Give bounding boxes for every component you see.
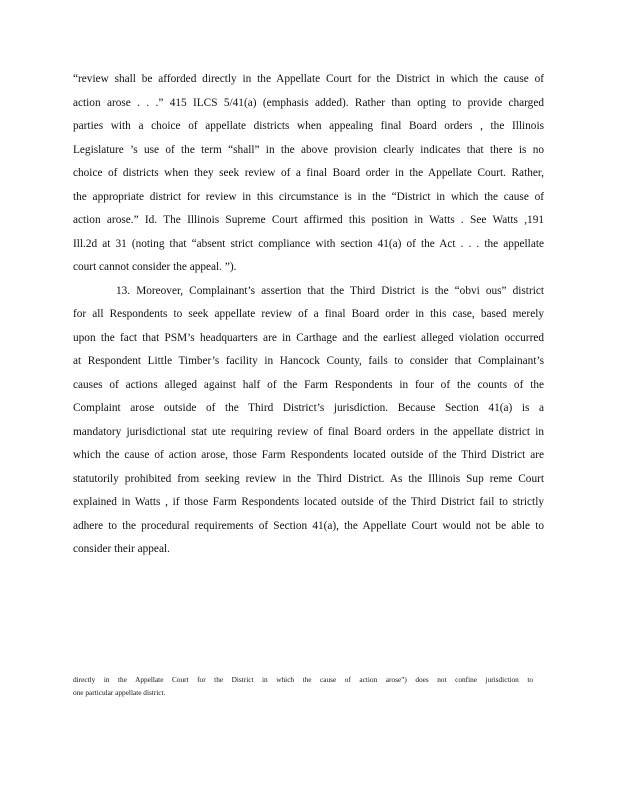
text-line: mandatory jurisdictional stat ute requiring review of final Board orders in the appellate district in [73,425,544,438]
text-line: explained in Watts , if those Farm Respondents located outside of the Third District fail to strictly [73,496,544,508]
body-text [73,68,544,562]
text-line: adhere to the procedural requirements of Section 41(a), the Appellate Court would not be able to [73,519,544,532]
footnote-line: one particular appellate district. [73,688,166,697]
paragraph-13-first-line: 13. Moreover, Complainant’s assertion that the Third District is the “obvi ous” district [116,284,544,297]
text-line: choice of districts when they seek review of a final Board order in the Appellate Court. Rather, [73,167,544,179]
text-line: causes of actions alleged against half of the Farm Respondents in four of the counts of the [73,378,544,391]
text-line: parties with a choice of appellate districts when appealing final Board orders , the Illinois [73,120,544,132]
text-line: the appropriate district for review in this circumstance is in the “District in which the cause of [73,190,544,203]
text-line: at Respondent Little Timber’s facility in Hancock County, fails to consider that Complainant’s [73,355,544,367]
footnote [73,673,533,699]
text-line: which the cause of action arose, those Farm Respondents located outside of the Third District are [73,449,544,461]
text-line: upon the fact that PSM’s headquarters are in Carthage and the earliest alleged violation occurred [73,331,544,344]
text-line: statutorily prohibited from seeking review in the Third District. As the Illinois Sup reme Court [73,472,544,485]
text-line: Ill.2d at 31 (noting that “absent strict compliance with section 41(a) of the Act . . . the appellate [73,237,544,250]
text-line: action arose.” Id. The Illinois Supreme Court affirmed this position in Watts . See Watts ,191 [73,214,544,226]
text-line: court cannot consider the appeal. ”). [73,261,237,273]
text-line: Complaint arose outside of the Third District’s jurisdiction. Because Section 41(a) is a [73,402,544,414]
footnote-line: directly in the Appellate Court for the District in which the cause of action arose”) does not confine jurisdiction to [73,675,533,684]
text-line: consider their appeal. [73,543,170,555]
text-line: for all Respondents to seek appellate review of a final Board order in this case, based merely [73,308,544,320]
text-line: “review shall be afforded directly in the Appellate Court for the District in which the cause of [73,73,544,85]
text-line: Legislature ’s use of the term “shall” in the above provision clearly indicates that there is no [73,143,544,156]
text-line: action arose . . .” 415 ILCS 5/41(a) (emphasis added). Rather than opting to provide charged [73,96,544,109]
